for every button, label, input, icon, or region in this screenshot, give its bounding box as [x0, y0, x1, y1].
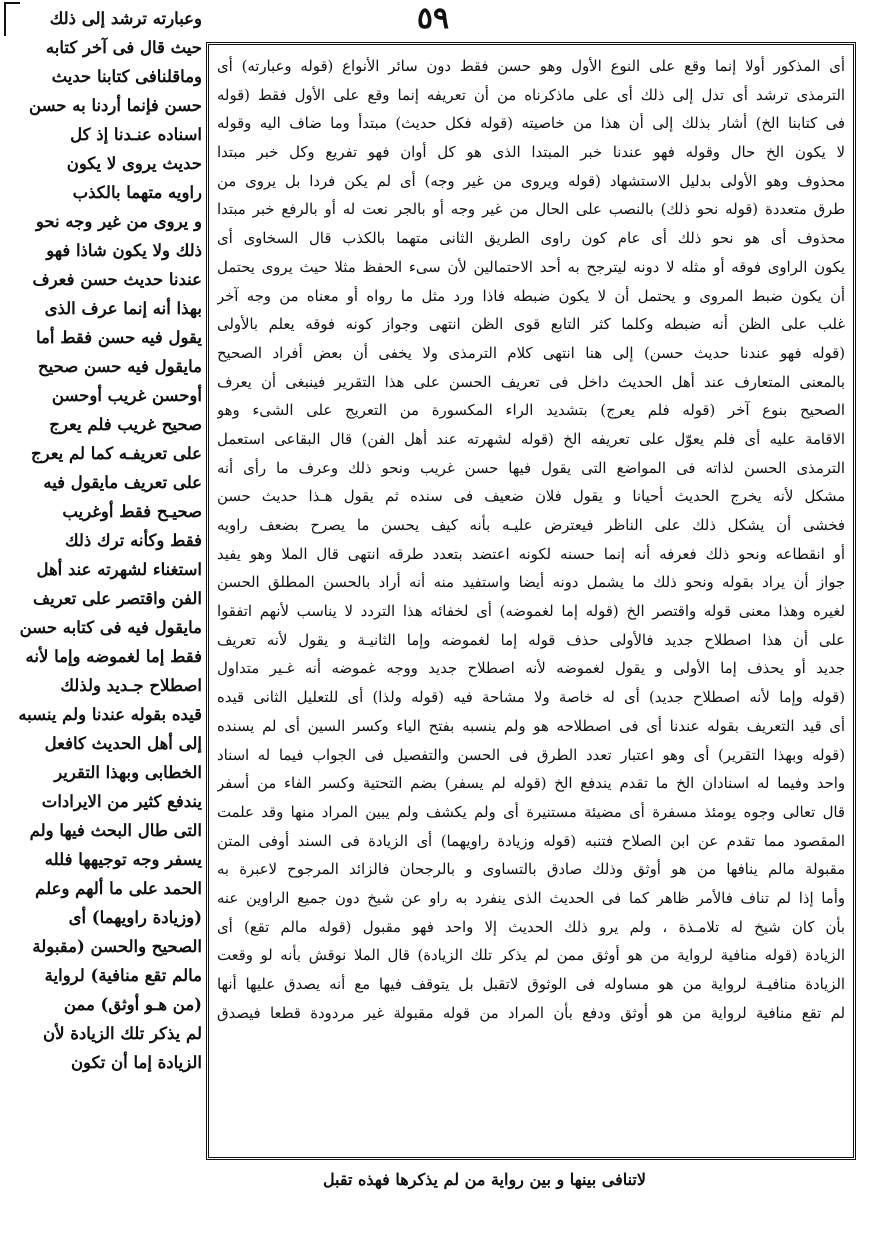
- main-text-line: فى كتابنا الخ) أشار بذلك إلى أن هذا من خاصيته (قوله فكل حديث) مبتدأ وما ضاف اليه وقوله: [217, 115, 845, 133]
- margin-line: بهذا أنه إنما عرف الذى: [44, 299, 202, 318]
- main-text-line: لم تقع منافية لرواية من هو أوثق ودفع بأن المراد من قوله مقبولة غير مردودة قطعا فيصدق: [217, 1004, 845, 1022]
- main-text-line: الزيادة منافيـة لرواية من هو مساوله فى الوثوق لاتقبل بل يتوقف فيها مع أنه يصدق عليها أنها: [217, 976, 845, 993]
- main-text-line: قال تعالى وجوه يومئذ مسفرة أى مضيئة مستنيرة أى ولم يكشف ولم يبين المراد منها وقد علمت: [217, 803, 845, 821]
- margin-line: إلى أهل الحديث كافعل: [44, 734, 202, 753]
- margin-line: (من هـو أوثق) ممن: [63, 995, 202, 1014]
- margin-line: اصطلاح جـديد ولذلك: [60, 676, 202, 695]
- main-text-line: أو انقطاعه ونحو ذلك فعرفه أنه إنما حسنه لكونه اعتضد بتعدد طرقه انتهى قال الملا وهو يفيد: [217, 545, 845, 563]
- margin-line: فقط إما لغموضه وإما لأنه: [25, 647, 202, 666]
- margin-line: اسناده عنـدنا إذ كل: [70, 125, 202, 144]
- margin-line: ذلك ولا يكون شاذا فهو: [46, 241, 202, 260]
- margin-line: حسن فإنما أردنا به حسن: [29, 96, 202, 115]
- footer-catchword: لاتنافى بينها و بين رواية من لم يذكرها فهذه تقبل: [322, 1170, 646, 1189]
- margin-line: صحيـح فقط أوغريب: [62, 502, 202, 521]
- margin-line: مايقول فيه فى كتابه حسن: [19, 618, 202, 637]
- main-text-line: الصحيح بنوع آخر (قوله فلم يعرج) بتشديد الراء المكسورة من التعريج على الشىء وهو: [217, 402, 845, 420]
- margin-line: على تعريف مايقول فيه: [43, 473, 202, 492]
- main-text-frame: [206, 42, 856, 1160]
- margin-line: الخطابى وبهذا التقرير: [54, 763, 202, 782]
- main-text-line: الاقامة عليه أى فلم يعوّل على تعريفه الخ (قوله لشهرته عند أهل الفن) قال البقاعى استعمل: [217, 430, 845, 448]
- margin-line: أوحسن غريب أوحسن: [51, 386, 202, 405]
- main-text-line: جواز أن يراد بقوله ونحو ذلك ما يشمل دونه أيضا واستفيد منه أنه أراد بالحسن المطلق الحسن: [217, 574, 845, 592]
- margin-line: حديث يروى لا يكون: [66, 154, 202, 173]
- main-text-line: (قوله وبهذا التقرير) أى وهو اعتبار تعدد الطرق فى الحسن والتفصيل فى الجواب فيما له اسناد: [217, 746, 845, 764]
- main-text-line: فخشى أن يشكل ذلك على الناظر فيعترض عليـه بأنه كيف يحسن ما يصرح بضعف راويه: [217, 517, 845, 534]
- main-text-line: أن يكون ضبط المروى و يحتمل أن لا يكون ضبطه فاذا ورد مثل ما رواه أو معناه من وجه آخر: [217, 287, 845, 305]
- main-text-line: جديد أو يحذف إما الأولى و يقول لغموضه لأنه اصطلاح جديد ووجه غموضه أنه غـير متداول: [217, 660, 845, 678]
- main-text-line: لا يكون الخ حال وقوله فهو عندنا خبر المبتدا الذى هو كل أوان فهو تفريع وكل خبر مبتدا: [217, 144, 845, 162]
- main-text-line: الترمذى الحسن لذاته فى المواضع التى يقول فيها حسن غريب ونحو ذلك وعرف ما رأى أنه: [217, 459, 845, 477]
- margin-line: على تعريفـه كما لم يعرج: [30, 444, 202, 463]
- margin-line: وماقلنافى كتابنا حديث: [51, 67, 202, 86]
- margin-line: مايقول فيه حسن صحيح: [37, 357, 202, 376]
- margin-line: (وزيادة راويهما) أى: [68, 908, 202, 927]
- main-text-line: طرق متعددة (قوله نحو ذلك) بالنصب على الحال من غير وجه أو بالجر نعت له أو بالرفع خبر مبتدا: [217, 201, 845, 219]
- main-text-line: غلب على الظن أنه ضبطه وكلما كثر التابع قوى الظن انتهى وجواز كونه فوقه يعلم بالأولى: [217, 316, 845, 334]
- main-text-line: مشكل لأنه يخرج الحديث أحيانا و يقول فلان ضعيف فى سنده ثم يقول هـذا حديث حسن: [217, 488, 845, 506]
- main-text-line: يكون الراوى فوقه أو مثله لا دونه ليترجح به أحد الاحتمالين لأن سىء الحفظ مثلا حيث يروى يحتمل: [217, 258, 845, 276]
- main-text-line: الزيادة (قوله منافية لرواية من هو أوثق ممن لم يذكر تلك الزيادة) قال الملا نوقش بأنه لو وقعت: [217, 947, 845, 965]
- page-number: ٥٩: [416, 1, 450, 36]
- margin-line: قيده بقوله عندنا ولم ينسبه: [18, 705, 202, 724]
- margin-line: الزيادة إما أن تكون: [70, 1053, 202, 1072]
- main-text-line: مقبولة مالم ينافها من هو أوثق وذلك صادق بالتساوى و بالرجحان فالزائد المرجوح لاعبرة به: [217, 861, 845, 879]
- main-text-line: أى المذكور أولا إنما وقع على النوع الأول وهو حسن فقط دون سائر الأنواع (قوله وعبارته) أى: [217, 58, 845, 75]
- main-text-line: الترمذى ترشد أى تدل إلى ذلك أى على ماذكرناه من أن تعريفه إنما وقع على الأول فقط (قوله: [217, 86, 845, 104]
- main-text-line: بالمعنى المتعارف عند أهل الحديث داخل فى تعريف الحسن على هذا التقرير فينبغى أن يعرف: [217, 373, 845, 391]
- margin-line: فقط وكأنه ترك ذلك: [65, 531, 202, 550]
- margin-line: راويه متهما بالكذب: [72, 183, 202, 202]
- margin-line: التى طال البحث فيها ولم: [29, 821, 202, 840]
- main-text-line: المقصود مما تقدم عن ابن الصلاح فتنبه (قوله وزيادة راويهما) أى الزيادة فى السند أوفى المتن: [217, 832, 845, 850]
- main-text-line: (قوله فهو عندنا حديث حسن) إلى هنا انتهى كلام الترمذى ولا يخفى أن بعض أفراد الصحيح: [217, 344, 845, 362]
- margin-line: الصحيح والحسن (مقبولة: [32, 937, 202, 956]
- margin-line: لم يذكر تلك الزيادة لأن: [42, 1024, 202, 1043]
- main-text-line: محذوف أى هو نحو ذلك أى عام كون راوى الطريق الثانى متهما بالكذب قال السخاوى أى: [217, 230, 845, 248]
- margin-line: وعبارته ترشد إلى ذلك: [49, 9, 202, 28]
- margin-line: الفن واقتصر على تعريف: [33, 589, 202, 608]
- margin-line: حيث قال فى آخر كتابه: [45, 38, 202, 57]
- main-text-line: على أن هذا اصطلاح جديد فالأولى حذف قوله إما لغموضه وإما الثانيـة و يقول لأنه تعريف: [217, 631, 845, 649]
- main-text-line: بأن كان شيخ له تلامـذة ، ولم يرو ذلك الحديث إلا واحد فهو مقبول (قوله مالم تقع) أى: [217, 918, 845, 936]
- margin-line: يندفع كثير من الايرادات: [41, 792, 202, 811]
- main-text-line: (قوله وإما لأنه اصطلاح جديد) أى له خاصة ولا مشاحة فيه (قوله ولذا) أى للتعليل الثانى قيده: [217, 689, 845, 707]
- main-text-line: أى قيد التعريف بقوله عندنا أى فى اصطلاحه هو ولم ينسبه بفتح الياء وكسر السين أى لم يسنده: [217, 717, 845, 735]
- margin-line: صحيح غريب فلم يعرج: [49, 415, 202, 434]
- main-text-line: واحد وفيما له اسنادان الخ ما تقدم يندفع الخ (قوله لم يسفر) بضم التحتية وكسر الفاء من أسفر: [217, 775, 845, 793]
- margin-line: الحمد على ما ألهم وعلم: [35, 879, 202, 898]
- margin-line: عندنا حديث حسن فعرف: [32, 270, 202, 289]
- main-text-line: لغيره وهذا معنى قوله واقتصر الخ (قوله إما لغموضه) أى لخفائه هذا التردد لا يناسب لأنهم اتفقوا: [217, 603, 845, 621]
- margin-line: يقول فيه حسن فقط أما: [36, 328, 202, 347]
- margin-column: [10, 4, 202, 1162]
- main-text-line: وأما إذا لم تناف فالأمر ظاهر كما فى الحديث الذى ينفرد به راو عن شيخ دون جميع الراوين عنه: [217, 889, 845, 907]
- margin-line: يسفر وجه توجيهها فلله: [44, 850, 202, 869]
- margin-line: و يروى من غير وجه نحو: [35, 212, 202, 231]
- margin-line: مالم تقع منافية) لرواية: [44, 966, 202, 985]
- main-text-line: محذوف وهو الأولى بدليل الاستشهاد (قوله ويروى من غير وجه) أى لم يكن فردا بل يروى من: [217, 172, 845, 190]
- main-text-body: [217, 53, 845, 1028]
- margin-line: استغناء لشهرته عند أهل: [36, 560, 202, 579]
